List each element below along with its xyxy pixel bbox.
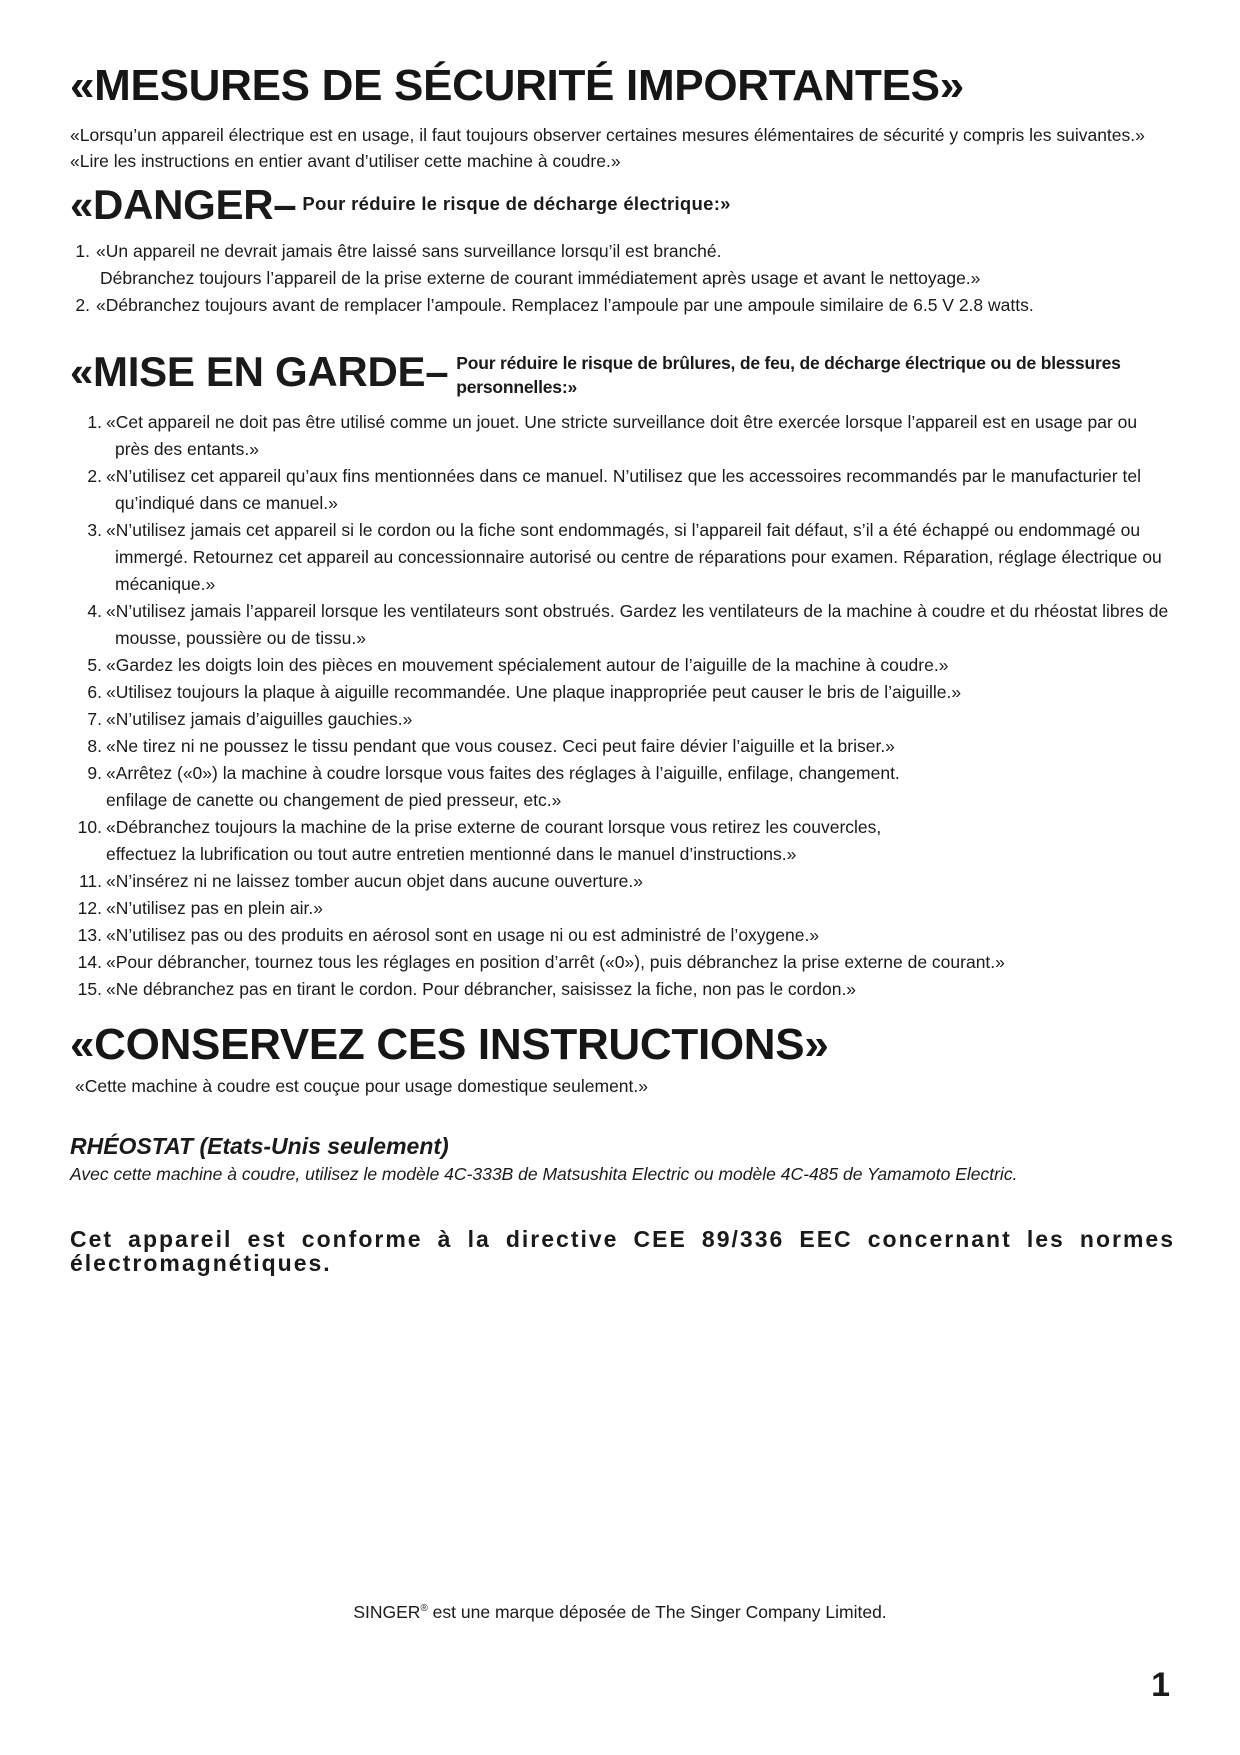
intro-paragraph: «Lire les instructions en entier avant d’utiliser cette machine à coudre.» (70, 151, 621, 171)
item-text: «Gardez les doigts loin des pièces en mouvement spécialement autour de l’aiguille de la machine à coudre.» (106, 655, 949, 675)
page-title: «MESURES DE SÉCURITÉ IMPORTANTES» (70, 61, 964, 110)
registered-mark: ® (420, 1603, 428, 1615)
item-continuation: Débranchez toujours l’appareil de la prise externe de courant immédiatement après usage et avant le nettoyage.» (100, 268, 981, 288)
item-text: «Un appareil ne devrait jamais être laissé sans surveillance lorsqu’il est branché. (96, 241, 722, 261)
item-text: «N’utilisez pas ou des produits en aérosol sont en usage ni ou est administré de l’oxygene.» (106, 925, 820, 945)
item-number: 4. (87, 601, 102, 621)
footer-trademark (0, 1600, 1240, 1624)
list-item (70, 976, 1175, 1003)
footer-brand: SINGER (353, 1602, 421, 1622)
item-number: 6. (87, 682, 102, 702)
item-number: 7. (87, 709, 102, 729)
item-continuation: enfilage de canette ou changement de pied presseur, etc.» (106, 790, 562, 810)
danger-heading (70, 180, 1175, 230)
list-item (70, 598, 1175, 652)
item-continuation: effectuez la lubrification ou tout autre entretien mentionné dans le manuel d’instructions.» (106, 844, 797, 864)
mise-en-garde-list (70, 409, 1175, 1003)
list-item (70, 949, 1175, 976)
item-number: 8. (87, 736, 102, 756)
list-item (70, 292, 1175, 319)
mise-en-garde-title: «MISE EN GARDE– (70, 348, 449, 395)
item-number: 10. (77, 817, 102, 837)
item-text: «Pour débrancher, tournez tous les réglages en position d’arrêt («0»), puis débranchez la prise externe de courant.» (106, 952, 1005, 972)
list-item (70, 814, 1175, 841)
danger-subtitle: Pour réduire le risque de décharge électrique:» (302, 193, 731, 214)
item-number: 2. (87, 466, 102, 486)
item-text: «N’utilisez cet appareil qu’aux fins mentionnées dans ce manuel. N’utilisez que les accessoires recommandés par le manufacturier tel qu’indiqué dans ce manuel.» (106, 466, 1141, 513)
mise-en-garde-heading (70, 347, 1175, 399)
item-text: «N’utilisez jamais l’appareil lorsque les ventilateurs sont obstrués. Gardez les ventilateurs de la machine à coudre et du rhéostat libres de mousse, poussière ou de tissu.» (106, 601, 1169, 648)
document-page (70, 60, 1175, 1275)
item-number: 13. (77, 925, 102, 945)
item-text: «N’utilisez jamais cet appareil si le cordon ou la fiche sont endommagés, si l’appareil fait défaut, s’il a été échappé ou endommagé ou immergé. Retournez cet appareil au concessionnaire autorisé ou centre de réparations pour examen. Réparation, réglage électrique ou mécanique.» (106, 520, 1162, 594)
item-number: 11. (78, 871, 102, 891)
item-number: 15. (77, 979, 102, 999)
item-number: 14. (77, 952, 102, 972)
rheostat-text: Avec cette machine à coudre, utilisez le modèle 4C-333B de Matsushita Electric ou modèle 4C-485 de Yamamoto Electric. (70, 1164, 1018, 1184)
item-text: «Débranchez toujours la machine de la prise externe de courant lorsque vous retirez les couvercles, (106, 817, 882, 837)
list-item (70, 679, 1175, 706)
item-number: 12. (77, 898, 102, 918)
item-text: «N’utilisez jamais d’aiguilles gauchies.» (106, 709, 413, 729)
list-item (70, 517, 1175, 598)
danger-list (70, 238, 1175, 319)
conserve-heading: «CONSERVEZ CES INSTRUCTIONS» (70, 1020, 829, 1069)
item-number: 3. (87, 520, 102, 540)
item-text: «Utilisez toujours la plaque à aiguille recommandée. Une plaque inappropriée peut causer le bris de l’aiguille.» (106, 682, 962, 702)
item-number: 9. (87, 763, 102, 783)
item-text: «Ne tirez ni ne poussez le tissu pendant que vous cousez. Ceci peut faire dévier l’aiguille et la briser.» (106, 736, 895, 756)
item-number: 2. (75, 295, 90, 315)
list-item (70, 409, 1175, 463)
rheostat-title: RHÉOSTAT (Etats-Unis seulement) (70, 1133, 449, 1159)
item-text: «Arrêtez («0») la machine à coudre lorsque vous faites des réglages à l’aiguille, enfilage, changement. (106, 763, 900, 783)
list-item (70, 733, 1175, 760)
conformity-statement: Cet appareil est conforme à la directive CEE 89/336 EEC concernant les normes électromagnétiques. (70, 1226, 1175, 1276)
item-number: 1. (75, 241, 90, 261)
list-item (70, 652, 1175, 679)
danger-title: «DANGER– (70, 181, 297, 228)
list-item (70, 868, 1175, 895)
mise-en-garde-subtitle: Pour réduire le risque de brûlures, de feu, de décharge électrique ou de blessures personnelles:» (456, 353, 1121, 397)
list-item (70, 238, 1175, 265)
list-item (70, 895, 1175, 922)
item-text: «Débranchez toujours avant de remplacer l’ampoule. Remplacez l’ampoule par une ampoule similaire de 6.5 V 2.8 watts. (96, 295, 1034, 315)
item-text: «N’insérez ni ne laissez tomber aucun objet dans aucune ouverture.» (106, 871, 643, 891)
page-number: 1 (1151, 1666, 1170, 1704)
list-item (70, 922, 1175, 949)
footer-text: est une marque déposée de The Singer Company Limited. (427, 1602, 887, 1622)
item-number: 5. (87, 655, 102, 675)
item-text: «Ne débranchez pas en tirant le cordon. Pour débrancher, saisissez la fiche, non pas le cordon.» (106, 979, 857, 999)
intro-paragraph: «Lorsqu’un appareil électrique est en usage, il faut toujours observer certaines mesures élémentaires de sécurité y compris les suivantes.» (70, 125, 1145, 145)
intro (70, 122, 1175, 174)
list-item (70, 463, 1175, 517)
domestic-use-note: «Cette machine à coudre est couçue pour usage domestique seulement.» (75, 1076, 648, 1096)
item-text: «Cet appareil ne doit pas être utilisé comme un jouet. Une stricte surveillance doit être exercée lorsque l’appareil est en usage par ou près des entants.» (106, 412, 1138, 459)
item-number: 1. (87, 412, 102, 432)
list-item (70, 760, 1175, 787)
item-text: «N’utilisez pas en plein air.» (106, 898, 323, 918)
list-item (70, 706, 1175, 733)
